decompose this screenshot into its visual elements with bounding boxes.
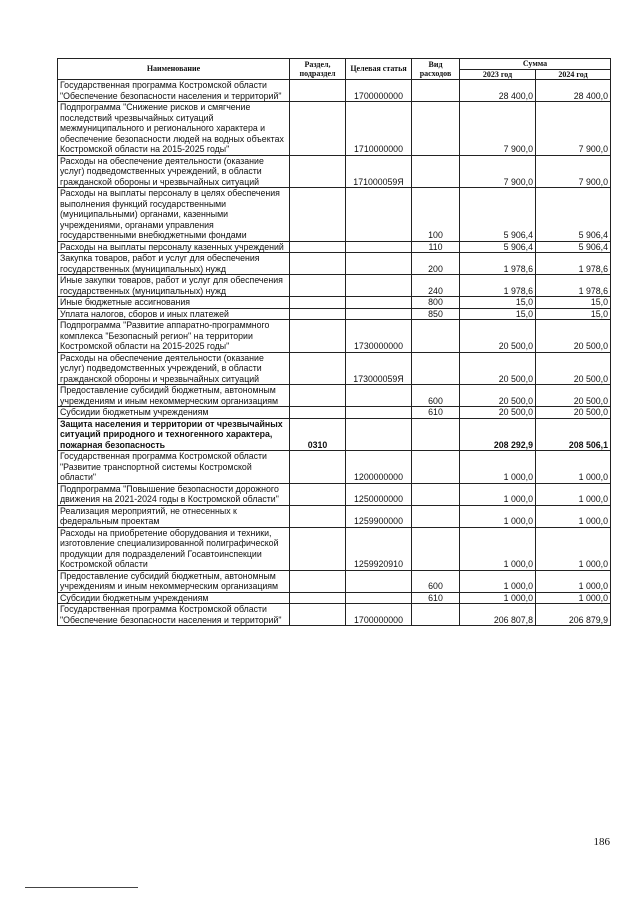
row-sum-2024: 206 879,9	[536, 604, 611, 626]
row-type	[412, 505, 460, 527]
row-target: 173000059Я	[346, 352, 412, 385]
row-sum-2023: 208 292,9	[460, 418, 536, 451]
row-section	[290, 592, 346, 604]
table-row	[58, 592, 611, 604]
row-name: Расходы на приобретение оборудования и техники, изготовление специализированной полиграфической продукции для подразделений Госавтоинспекции Костромской области	[58, 527, 290, 570]
row-type: 110	[412, 241, 460, 253]
row-target: 1700000000	[346, 80, 412, 102]
row-target: 1710000000	[346, 102, 412, 156]
row-type	[412, 527, 460, 570]
row-section	[290, 451, 346, 484]
row-sum-2023: 1 000,0	[460, 570, 536, 592]
row-type	[412, 604, 460, 626]
row-sum-2023: 1 000,0	[460, 527, 536, 570]
row-section	[290, 308, 346, 320]
row-sum-2024: 7 900,0	[536, 155, 611, 188]
row-sum-2023: 20 500,0	[460, 352, 536, 385]
row-sum-2024: 20 500,0	[536, 385, 611, 407]
row-name: Субсидии бюджетным учреждениям	[58, 592, 290, 604]
row-name: Расходы на выплаты персоналу в целях обеспечения выполнения функций государственными (муниципальными) органами, казенными учреждениями, органами управления государственными внебюджетными фондами	[58, 188, 290, 242]
row-type	[412, 451, 460, 484]
table-row	[58, 604, 611, 626]
row-target	[346, 592, 412, 604]
row-target	[346, 241, 412, 253]
row-target	[346, 385, 412, 407]
table-row	[58, 297, 611, 309]
row-sum-2024: 5 906,4	[536, 241, 611, 253]
row-name: Закупка товаров, работ и услуг для обеспечения государственных (муниципальных) нужд	[58, 253, 290, 275]
table-body	[58, 80, 611, 626]
row-type: 800	[412, 297, 460, 309]
row-name: Подпрограмма "Повышение безопасности дорожного движения на 2021-2024 годы в Костромской области"	[58, 483, 290, 505]
row-type	[412, 418, 460, 451]
row-sum-2024: 28 400,0	[536, 80, 611, 102]
row-section: 0310	[290, 418, 346, 451]
footnote-separator	[25, 887, 138, 888]
row-sum-2023: 1 000,0	[460, 505, 536, 527]
row-target	[346, 407, 412, 419]
table-row	[58, 407, 611, 419]
row-name: Государственная программа Костромской области "Обеспечение безопасности населения и территорий"	[58, 604, 290, 626]
row-name: Расходы на обеспечение деятельности (оказание услуг) подведомственных учреждений, в области гражданской обороны и чрезвычайных ситуаций	[58, 155, 290, 188]
row-sum-2024: 15,0	[536, 308, 611, 320]
table-row	[58, 527, 611, 570]
table-row	[58, 275, 611, 297]
row-sum-2024: 1 000,0	[536, 527, 611, 570]
row-target: 1259900000	[346, 505, 412, 527]
row-sum-2023: 1 000,0	[460, 451, 536, 484]
row-type	[412, 102, 460, 156]
row-name: Государственная программа Костромской области "Развитие транспортной системы Костромской области"	[58, 451, 290, 484]
table-row	[58, 253, 611, 275]
row-sum-2023: 20 500,0	[460, 385, 536, 407]
row-sum-2023: 7 900,0	[460, 155, 536, 188]
row-name: Расходы на выплаты персоналу казенных учреждений	[58, 241, 290, 253]
row-sum-2024: 1 000,0	[536, 570, 611, 592]
table-row	[58, 352, 611, 385]
row-section	[290, 527, 346, 570]
row-section	[290, 352, 346, 385]
row-target	[346, 188, 412, 242]
header-section: Раздел, подраздел	[290, 59, 346, 80]
table-row	[58, 418, 611, 451]
table-row	[58, 308, 611, 320]
row-target: 1730000000	[346, 320, 412, 353]
row-section	[290, 253, 346, 275]
header-year-2023: 2023 год	[460, 69, 536, 80]
row-sum-2023: 15,0	[460, 297, 536, 309]
row-type	[412, 320, 460, 353]
row-name: Иные бюджетные ассигнования	[58, 297, 290, 309]
row-target	[346, 253, 412, 275]
row-type: 850	[412, 308, 460, 320]
table-row	[58, 188, 611, 242]
table-row	[58, 102, 611, 156]
row-sum-2024: 208 506,1	[536, 418, 611, 451]
row-type: 100	[412, 188, 460, 242]
row-section	[290, 604, 346, 626]
row-type: 600	[412, 570, 460, 592]
table-row	[58, 570, 611, 592]
row-type	[412, 483, 460, 505]
row-sum-2023: 206 807,8	[460, 604, 536, 626]
budget-table	[57, 58, 611, 626]
header-name: Наименование	[58, 59, 290, 80]
row-name: Реализация мероприятий, не отнесенных к федеральным проектам	[58, 505, 290, 527]
row-section	[290, 297, 346, 309]
row-name: Предоставление субсидий бюджетным, автономным учреждениям и иным некоммерческим организациям	[58, 570, 290, 592]
row-sum-2024: 5 906,4	[536, 188, 611, 242]
row-sum-2024: 1 978,6	[536, 275, 611, 297]
row-name: Иные закупки товаров, работ и услуг для обеспечения государственных (муниципальных) нужд	[58, 275, 290, 297]
row-section	[290, 505, 346, 527]
row-name: Уплата налогов, сборов и иных платежей	[58, 308, 290, 320]
row-sum-2024: 20 500,0	[536, 407, 611, 419]
row-target: 1200000000	[346, 451, 412, 484]
row-section	[290, 385, 346, 407]
row-type	[412, 155, 460, 188]
row-sum-2023: 20 500,0	[460, 407, 536, 419]
row-name: Предоставление субсидий бюджетным, автономным учреждениям и иным некоммерческим организациям	[58, 385, 290, 407]
row-section	[290, 155, 346, 188]
row-section	[290, 407, 346, 419]
table-row	[58, 483, 611, 505]
row-name: Подпрограмма "Развитие аппаратно-программного комплекса "Безопасный регион" на территории Костромской области на 2015-2025 годы"	[58, 320, 290, 353]
header-row	[58, 59, 611, 70]
row-sum-2024: 1 000,0	[536, 451, 611, 484]
row-type: 240	[412, 275, 460, 297]
row-sum-2023: 20 500,0	[460, 320, 536, 353]
row-sum-2024: 7 900,0	[536, 102, 611, 156]
header-type: Вид расходов	[412, 59, 460, 80]
row-sum-2023: 15,0	[460, 308, 536, 320]
header-target: Целевая статья	[346, 59, 412, 80]
row-name: Государственная программа Костромской области "Обеспечение безопасности населения и территорий"	[58, 80, 290, 102]
row-target	[346, 308, 412, 320]
row-target: 1250000000	[346, 483, 412, 505]
row-section	[290, 275, 346, 297]
row-sum-2024: 15,0	[536, 297, 611, 309]
row-sum-2024: 20 500,0	[536, 320, 611, 353]
row-type	[412, 80, 460, 102]
row-target	[346, 297, 412, 309]
table-row	[58, 241, 611, 253]
header-sum: Сумма	[460, 59, 611, 70]
row-sum-2024: 1 000,0	[536, 483, 611, 505]
header-year-2024: 2024 год	[536, 69, 611, 80]
row-section	[290, 320, 346, 353]
row-sum-2024: 1 978,6	[536, 253, 611, 275]
row-type	[412, 352, 460, 385]
table-row	[58, 155, 611, 188]
row-sum-2024: 1 000,0	[536, 592, 611, 604]
row-target	[346, 570, 412, 592]
row-target	[346, 418, 412, 451]
row-section	[290, 483, 346, 505]
row-section	[290, 570, 346, 592]
row-sum-2023: 1 978,6	[460, 253, 536, 275]
row-name: Защита населения и территории от чрезвычайных ситуаций природного и техногенного характера, пожарная безопасность	[58, 418, 290, 451]
row-type: 600	[412, 385, 460, 407]
row-name: Субсидии бюджетным учреждениям	[58, 407, 290, 419]
row-section	[290, 102, 346, 156]
row-sum-2023: 7 900,0	[460, 102, 536, 156]
row-type: 610	[412, 407, 460, 419]
row-target	[346, 275, 412, 297]
page-number: 186	[593, 836, 610, 848]
row-type: 610	[412, 592, 460, 604]
row-sum-2023: 1 000,0	[460, 592, 536, 604]
row-sum-2024: 1 000,0	[536, 505, 611, 527]
table-row	[58, 320, 611, 353]
table-row	[58, 505, 611, 527]
row-sum-2023: 1 978,6	[460, 275, 536, 297]
row-section	[290, 188, 346, 242]
row-sum-2023: 5 906,4	[460, 241, 536, 253]
row-sum-2023: 28 400,0	[460, 80, 536, 102]
table-row	[58, 385, 611, 407]
row-sum-2023: 5 906,4	[460, 188, 536, 242]
row-target: 171000059Я	[346, 155, 412, 188]
table-row	[58, 451, 611, 484]
row-target: 1700000000	[346, 604, 412, 626]
row-target: 1259920910	[346, 527, 412, 570]
row-sum-2023: 1 000,0	[460, 483, 536, 505]
row-sum-2024: 20 500,0	[536, 352, 611, 385]
row-section	[290, 80, 346, 102]
table-row	[58, 80, 611, 102]
row-name: Подпрограмма "Снижение рисков и смягчение последствий чрезвычайных ситуаций межмуниципального и регионального характера и обеспечение безопасности людей на водных объектах Костромской области на 2015-2025 годы"	[58, 102, 290, 156]
row-name: Расходы на обеспечение деятельности (оказание услуг) подведомственных учреждений, в области гражданской обороны и чрезвычайных ситуаций	[58, 352, 290, 385]
row-section	[290, 241, 346, 253]
row-type: 200	[412, 253, 460, 275]
